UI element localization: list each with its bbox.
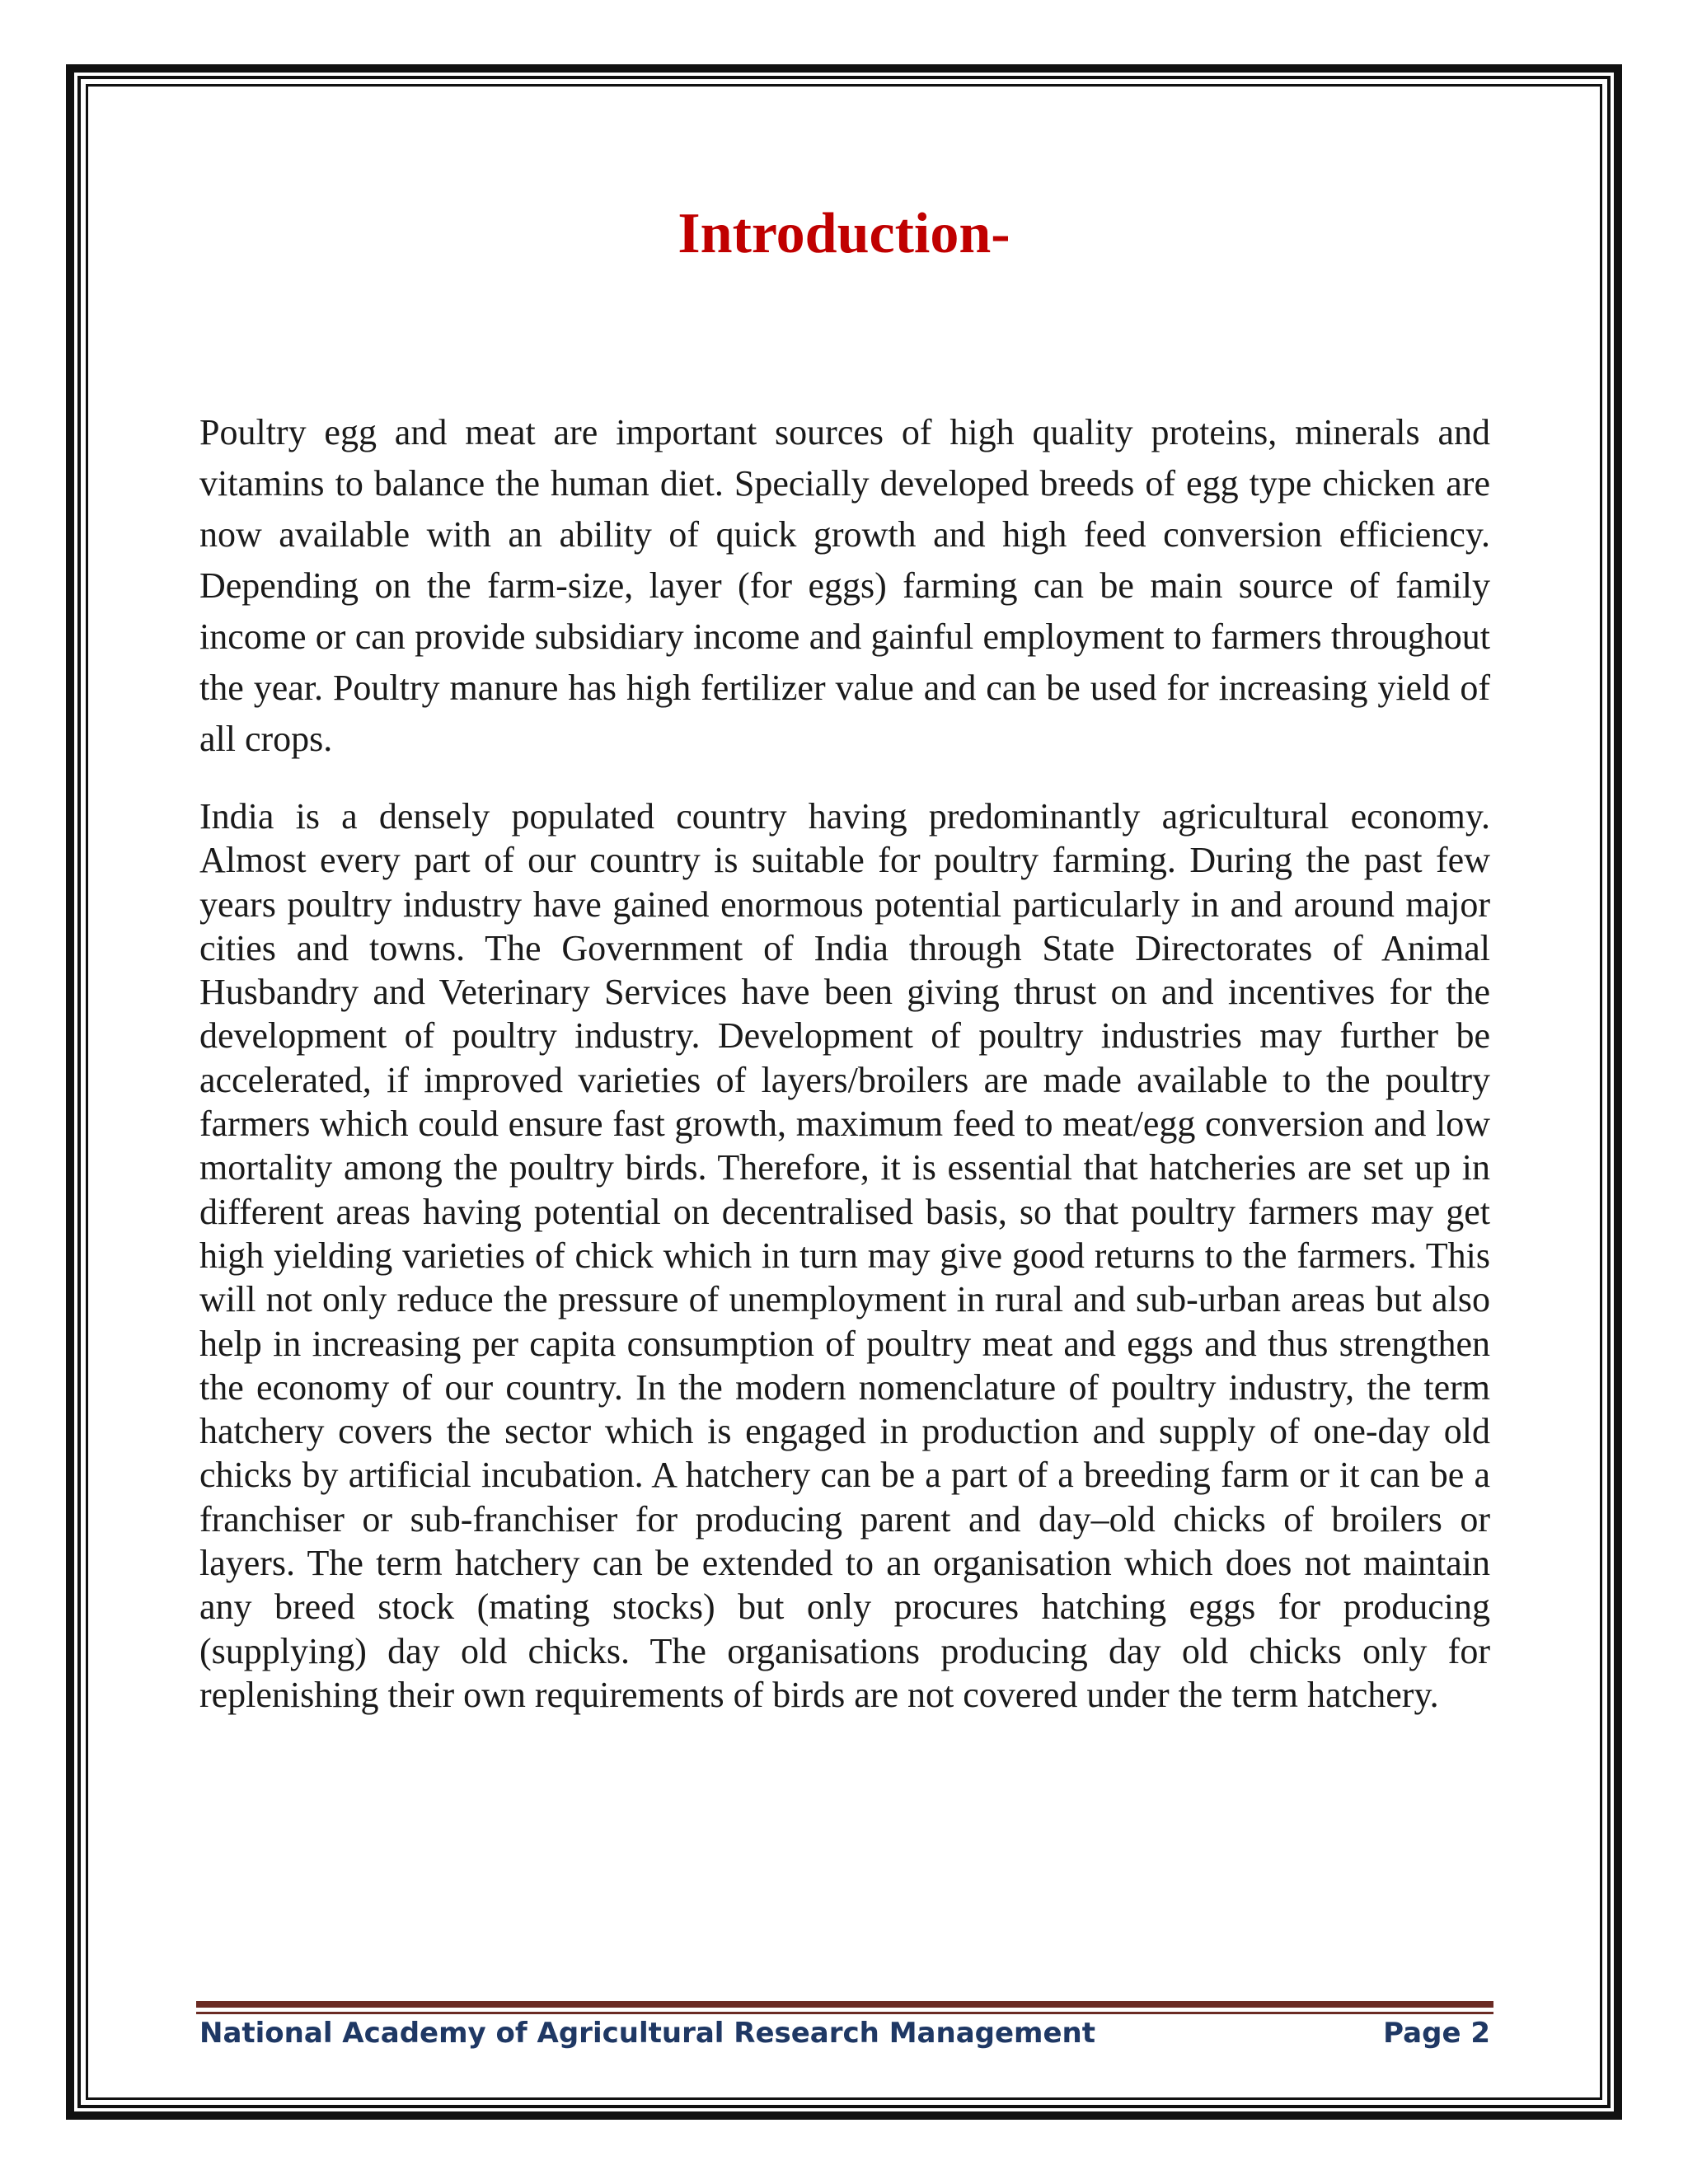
page-title: Introduction-	[678, 202, 1010, 265]
paragraph-1: Poultry egg and meat are important sources of high quality proteins, minerals and vitamins to balance the human diet. Specially developed breeds of egg type chicken are now available with an ability of quick growth and high feed conversion efficiency. Depending on the farm-size, layer (for eggs) farming can be main source of family income or can provide subsidiary income and gainful employment to farmers throughout the year. Poultry manure has high fertilizer value and can be used for increasing yield of all crops.	[199, 412, 1490, 759]
footer-page-number: Page 2	[1383, 2017, 1490, 2050]
paragraph-2: India is a densely populated country having predominantly agricultural economy. Almost every part of our country is suitable for poultry farming. During the past few years poultry industry have gained enormous potential particularly in and around major cities and towns. The Government of India through State Directorates of Animal Husbandry and Veterinary Services have been giving thrust on and incentives for the development of poultry industry. Development of poultry industries may further be accelerated, if improved varieties of layers/broilers are made available to the poultry farmers which could ensure fast growth, maximum feed to meat/egg conversion and low mortality among the poultry birds. Therefore, it is essential that hatcheries are set up in different areas having potential on decentralised basis, so that poultry farmers may get high yielding varieties of chick which in turn may give good returns to the farmers. This will not only reduce the pressure of unemployment in rural and sub-urban areas but also help in increasing per capita consumption of poultry meat and eggs and thus strengthen the economy of our country. In the modern nomenclature of poultry industry, the term hatchery covers the sector which is engaged in production and supply of one-day old chicks by artificial incubation. A hatchery can be a part of a breeding farm or it can be a franchiser or sub-franchiser for producing parent and day–old chicks of broilers or layers. The term hatchery can be extended to an organisation which does not maintain any breed stock (mating stocks) but only procures hatching eggs for producing (supplying) day old chicks. The organisations producing day old chicks only for replenishing their own requirements of birds are not covered under the term hatchery.	[199, 796, 1490, 1715]
footer-rule-thick	[196, 2001, 1493, 2008]
footer-organization: National Academy of Agricultural Research Management	[199, 2017, 1095, 2050]
